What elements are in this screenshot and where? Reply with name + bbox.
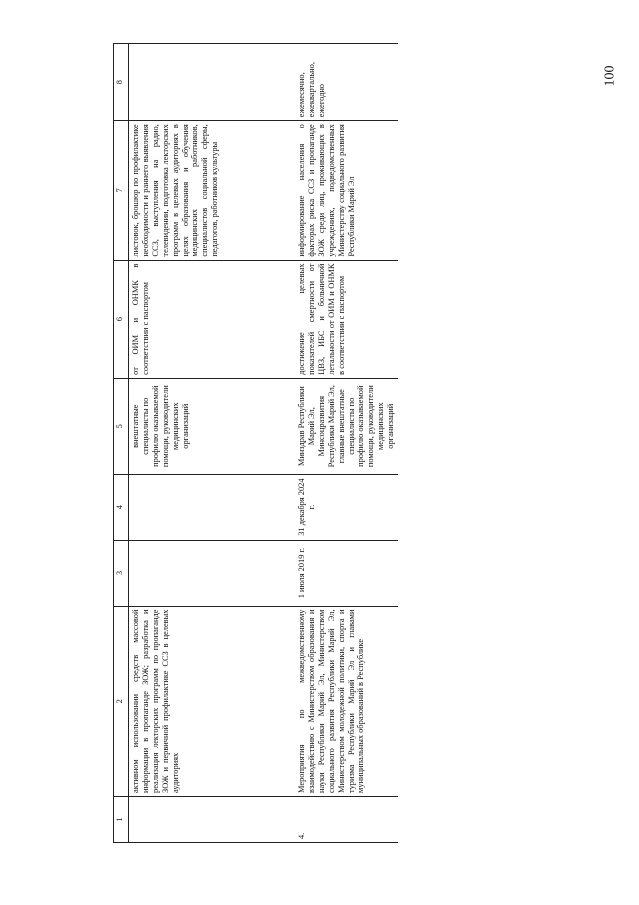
end-date-cell	[129, 474, 284, 540]
measure-cell: активном использовании средств массовой информации в пропаганде ЗОЖ; разработка и реализация лекторских программ по пропаганде ЗОЖ и первичной профилактике СС3 в целевых аудиториях	[129, 606, 284, 796]
responsible-cell: внештатные специалисты по профилю оказываемой помощи, руководители медицинских организаций	[129, 378, 284, 474]
result-cell: информирование населения о факторах риска ССЗ и пропаганде ЗОЖ среди лиц, проживающих в учреждениях, подведомственных Министерству социального развития Республики Марий Эл	[283, 121, 398, 260]
table-row	[283, 44, 398, 843]
start-date-cell	[129, 540, 284, 606]
table-row	[129, 44, 284, 843]
frequency-cell	[129, 44, 284, 121]
indicator-cell: достижение целевых показателей смертности от ЦВЗ, ИБС и больничной летальности от ОИМ и ОНМК в соответствии с паспортом	[283, 260, 398, 378]
rotated-table-container	[113, 43, 478, 843]
result-cell: листовок, брошюр по профилактике необходимости и раннего выявления ССЗ, выступления на радио, телевидении, подготовка лекторских программ в целевых аудиториях в целях образования и обучения медицинских работников, специалистов социальной сферы, педагогов, работников культуры	[129, 121, 284, 260]
start-date-cell: 1 июля 2019 г.	[283, 540, 398, 606]
header-row	[114, 44, 129, 843]
indicator-cell: от ОИМ и ОНМК в соответствии с паспортом	[129, 260, 284, 378]
header-col-3: 3	[114, 540, 129, 606]
header-col-6: 6	[114, 260, 129, 378]
header-col-2: 2	[114, 606, 129, 796]
row-number: 4.	[283, 796, 398, 842]
end-date-cell: 31 декабря 2024 г.	[283, 474, 398, 540]
header-col-5: 5	[114, 378, 129, 474]
header-col-4: 4	[114, 474, 129, 540]
header-col-8: 8	[114, 44, 129, 121]
header-col-7: 7	[114, 121, 129, 260]
page-number: 100	[602, 65, 618, 87]
measures-table	[113, 43, 398, 843]
frequency-cell: ежемесячно, ежеквартально, ежегодно	[283, 44, 398, 121]
responsible-cell: Минздрав Республики Марий Эл, Минсоцразвития Республики Марий Эл, главные внештатные специалисты по профилю оказываемой помощи, руководители медицинских организаций	[283, 378, 398, 474]
measure-cell: Мероприятия по межведомственному взаимодействию с Министерством образования и науки Республики Марий Эл, Министерством социального развития Республики Марий Эл, Министерством молодежной политики, спорта и туризма Республики Марий Эл и главами муниципальных образований в Республике	[283, 606, 398, 796]
header-col-1: 1	[114, 796, 129, 842]
row-number	[129, 796, 284, 842]
